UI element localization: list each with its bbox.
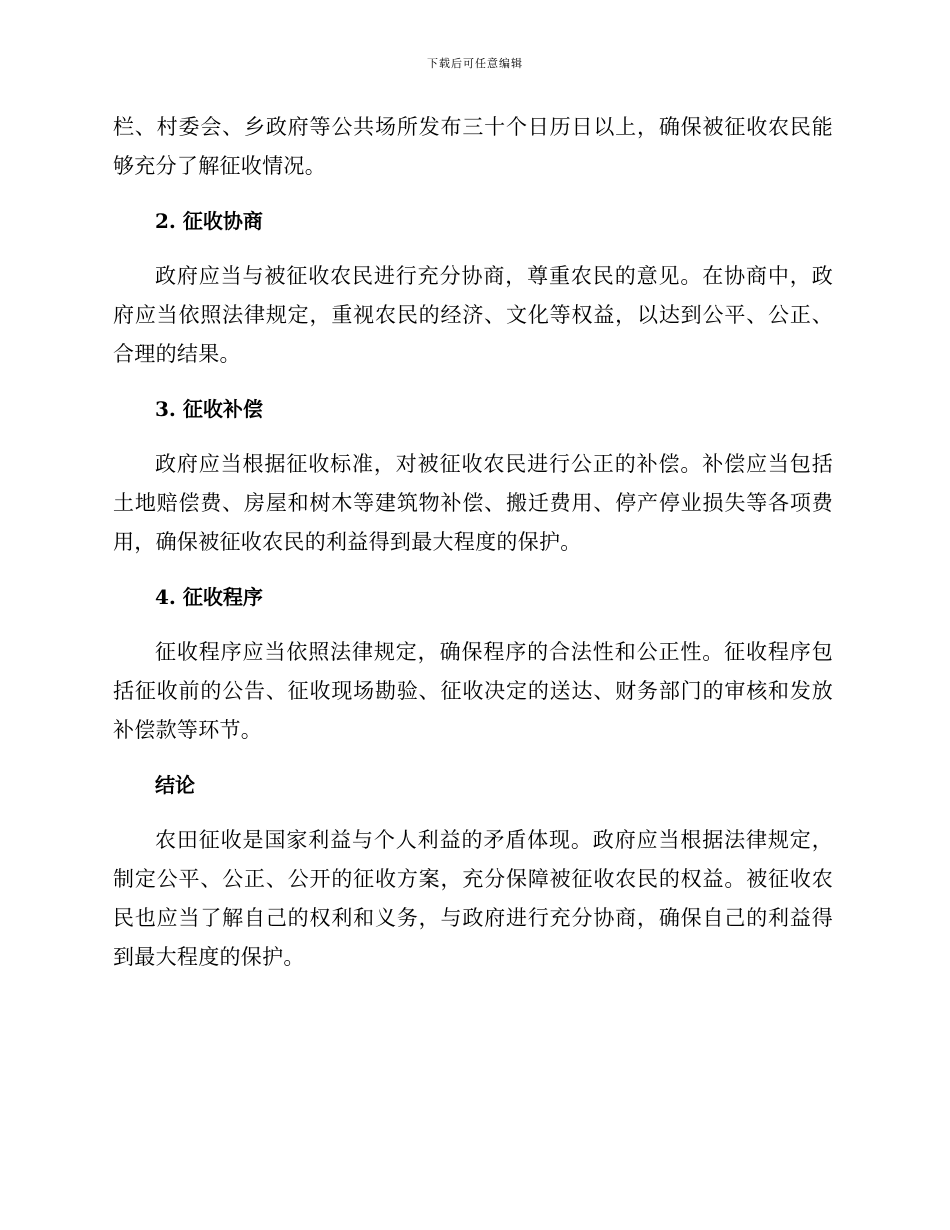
section-heading-conclusion: 结论: [155, 773, 195, 797]
section-heading-procedure: 4. 征收程序: [155, 585, 263, 609]
intro-tail-paragraph: 栏、村委会、乡政府等公共场所发布三十个日历日以上，确保被征收农民能够充分了解征收情况。: [113, 115, 833, 178]
section-body-compensation: 政府应当根据征收标准，对被征收农民进行公正的补偿。补偿应当包括土地赔偿费、房屋和树木等建筑物补偿、搬迁费用、停产停业损失等各项费用，确保被征收农民的利益得到最大程度的保护。: [113, 452, 833, 554]
section-body-procedure: 征收程序应当依照法律规定，确保程序的合法性和公正性。征收程序包括征收前的公告、征收现场勘验、征收决定的送达、财务部门的审核和发放补偿款等环节。: [113, 640, 833, 742]
section-heading-consultation: 2. 征收协商: [155, 209, 263, 233]
section-body-consultation: 政府应当与被征收农民进行充分协商，尊重农民的意见。在协商中，政府应当依照法律规定，重视农民的经济、文化等权益，以达到公平、公正、合理的结果。: [113, 264, 833, 366]
header-note: 下载后可任意编辑: [427, 57, 523, 70]
section-body-conclusion: 农田征收是国家利益与个人利益的矛盾体现。政府应当根据法律规定，制定公平、公正、公开的征收方案，充分保障被征收农民的权益。被征收农民也应当了解自己的权利和义务，与政府进行充分协商，确保自己的利益得到最大程度的保护。: [113, 828, 833, 969]
section-heading-compensation: 3. 征收补偿: [155, 397, 263, 421]
document-body: [113, 108, 833, 977]
